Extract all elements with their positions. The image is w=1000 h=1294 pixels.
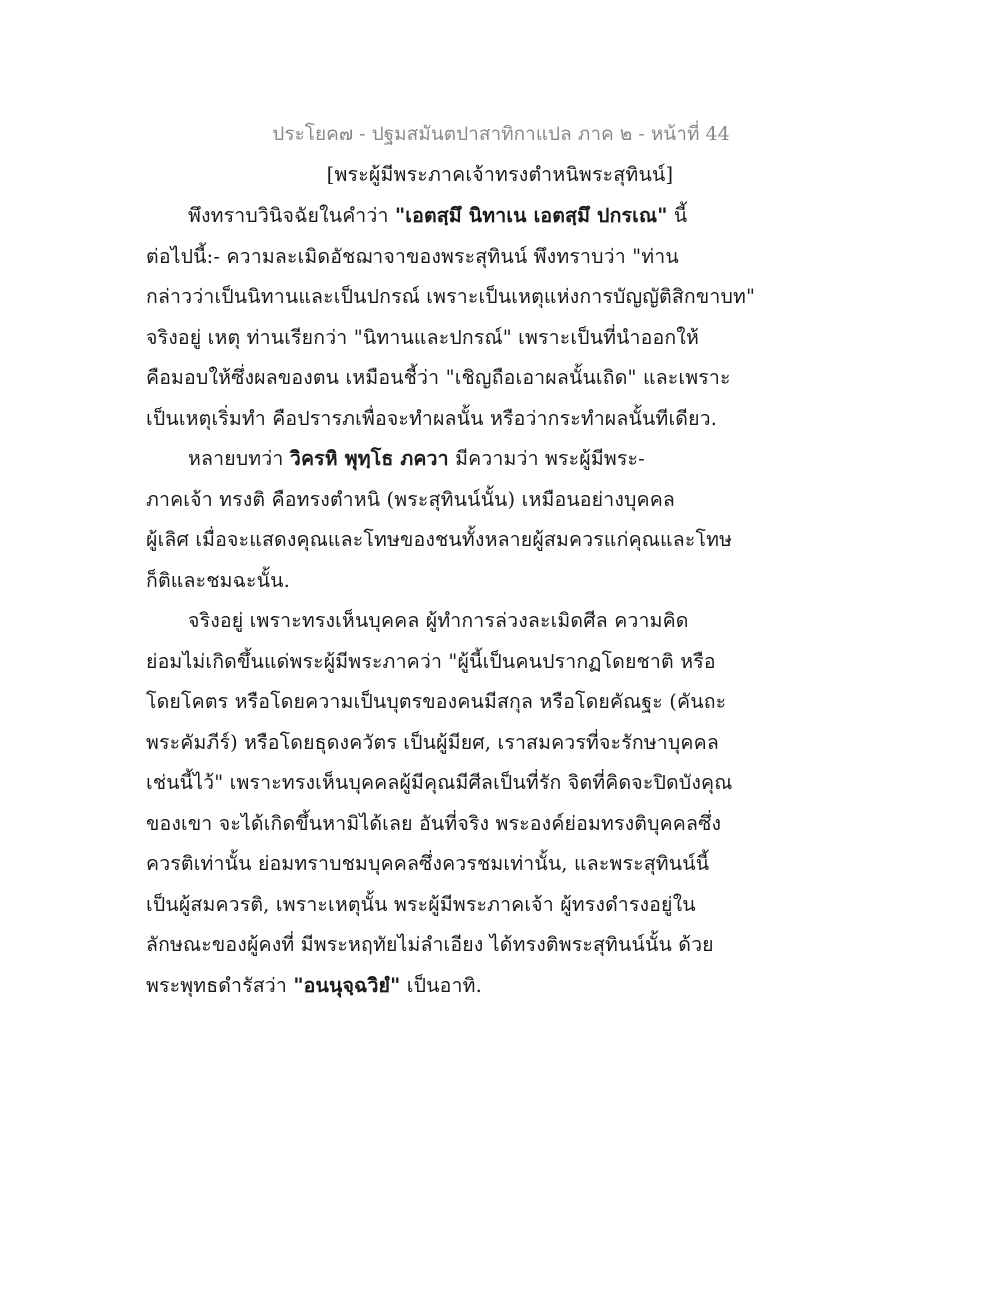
text-run: หลายบทว่า <box>188 447 290 470</box>
text-line <box>146 723 860 764</box>
text-line <box>146 885 860 926</box>
text-line <box>146 844 860 885</box>
text-run: พระพุทธดำรัสว่า <box>146 973 294 997</box>
text-line <box>146 439 860 480</box>
text-run: โดยโคตร หรือโดยความเป็นบุตรของคนมีสกุล หรือโดยคัณฐะ (คันถะ <box>146 690 727 713</box>
text-line <box>146 237 860 278</box>
text-run: เป็นอาทิ. <box>400 973 482 997</box>
running-header-text: ประโยค๗ - ปฐมสมันตปาสาทิกาแปล ภาค ๒ - หน้าที่ 44 <box>272 123 730 145</box>
text-line <box>146 925 860 966</box>
text-line <box>146 480 860 521</box>
bold-term: วิครหิ พุทฺโธ ภควา <box>289 447 449 470</box>
text-line <box>146 642 860 683</box>
text-run: พระคัมภีร์) หรือโดยธุดงควัตร เป็นผู้มียศ, เราสมควรที่จะรักษาบุคคล <box>146 730 719 754</box>
text-line <box>146 399 860 440</box>
paragraph <box>146 439 860 601</box>
bold-term: "อนนุจฺฉวิยํ" <box>293 973 401 997</box>
text-run: จริงอยู่ เหตุ ท่านเรียกว่า "นิทานและปกรณ์" เพราะเป็นที่นำออกให้ <box>146 325 699 349</box>
running-header <box>0 120 1000 148</box>
text-run: คือมอบให้ซึ่งผลของตน เหมือนชี้ว่า "เชิญถือเอาผลนั้นเถิด" และเพราะ <box>146 366 731 389</box>
text-line <box>146 277 860 318</box>
text-line <box>146 804 860 845</box>
text-line <box>146 520 860 561</box>
text-run: ต่อไปนี้:- ความละเมิดอัชฌาจาของพระสุทินน์ พึงทราบว่า "ท่าน <box>146 244 679 268</box>
text-run: ภาคเจ้า ทรงติ คือทรงตำหนิ (พระสุทินน์นั้น) เหมือนอย่างบุคคล <box>146 487 676 511</box>
paragraph <box>146 601 860 1006</box>
text-line <box>146 601 860 642</box>
text-line <box>146 682 860 723</box>
text-run: เช่นนี้ไว้" เพราะทรงเห็นบุคคลผู้มีคุณมีศีลเป็นที่รัก จิตที่คิดจะปิดบังคุณ <box>146 771 733 794</box>
text-line <box>146 318 860 359</box>
text-run: ก็ติและชมฉะนั้น. <box>146 568 290 592</box>
text-line <box>146 763 860 804</box>
text-run: พึงทราบวินิจฉัยในคำว่า <box>188 204 395 227</box>
section-heading: [พระผู้มีพระภาคเจ้าทรงตำหนิพระสุทินน์] <box>326 163 674 186</box>
paragraph <box>146 196 860 439</box>
text-run: ของเขา จะได้เกิดขึ้นหามิได้เลย อันที่จริง พระองค์ย่อมทรงติบุคคลซึ่ง <box>146 811 722 835</box>
text-run: ผู้เลิศ เมื่อจะแสดงคุณและโทษของชนทั้งหลายผู้สมควรแก่คุณและโทษ <box>146 528 733 551</box>
text-run: ควรติเท่านั้น ย่อมทราบชมบุคคลซึ่งควรชมเท่านั้น, และพระสุทินน์นี้ <box>146 852 710 875</box>
text-run: กล่าวว่าเป็นนิทานและเป็นปกรณ์ เพราะเป็นเหตุแห่งการบัญญัติสิกขาบท" <box>146 285 756 308</box>
bold-term: "เอตสฺมึ นิทาเน เอตสฺมึ ปกรเณ" <box>394 204 668 227</box>
text-line <box>146 561 860 602</box>
text-run: เป็นเหตุเริ่มทำ คือปรารภเพื่อจะทำผลนั้น หรือว่ากระทำผลนั้นทีเดียว. <box>146 406 718 430</box>
text-run: ลักษณะของผู้คงที่ มีพระหฤทัยไม่ลำเอียง ได้ทรงติพระสุทินน์นั้น ด้วย <box>146 933 714 956</box>
text-line <box>146 358 860 399</box>
text-run: ย่อมไม่เกิดขึ้นแด่พระผู้มีพระภาคว่า "ผู้นี้เป็นคนปรากฏโดยชาติ หรือ <box>146 649 716 673</box>
text-run: มีความว่า พระผู้มีพระ- <box>448 447 645 470</box>
body-text <box>146 196 860 1006</box>
text-run: เป็นผู้สมควรติ, เพราะเหตุนั้น พระผู้มีพระภาคเจ้า ผู้ทรงดำรงอยู่ใน <box>146 892 696 916</box>
text-run: นี้ <box>667 204 688 227</box>
text-line <box>146 196 860 237</box>
text-run: จริงอยู่ เพราะทรงเห็นบุคคล ผู้ทำการล่วงละเมิดศีล ความคิด <box>188 609 689 632</box>
text-line <box>146 966 860 1007</box>
